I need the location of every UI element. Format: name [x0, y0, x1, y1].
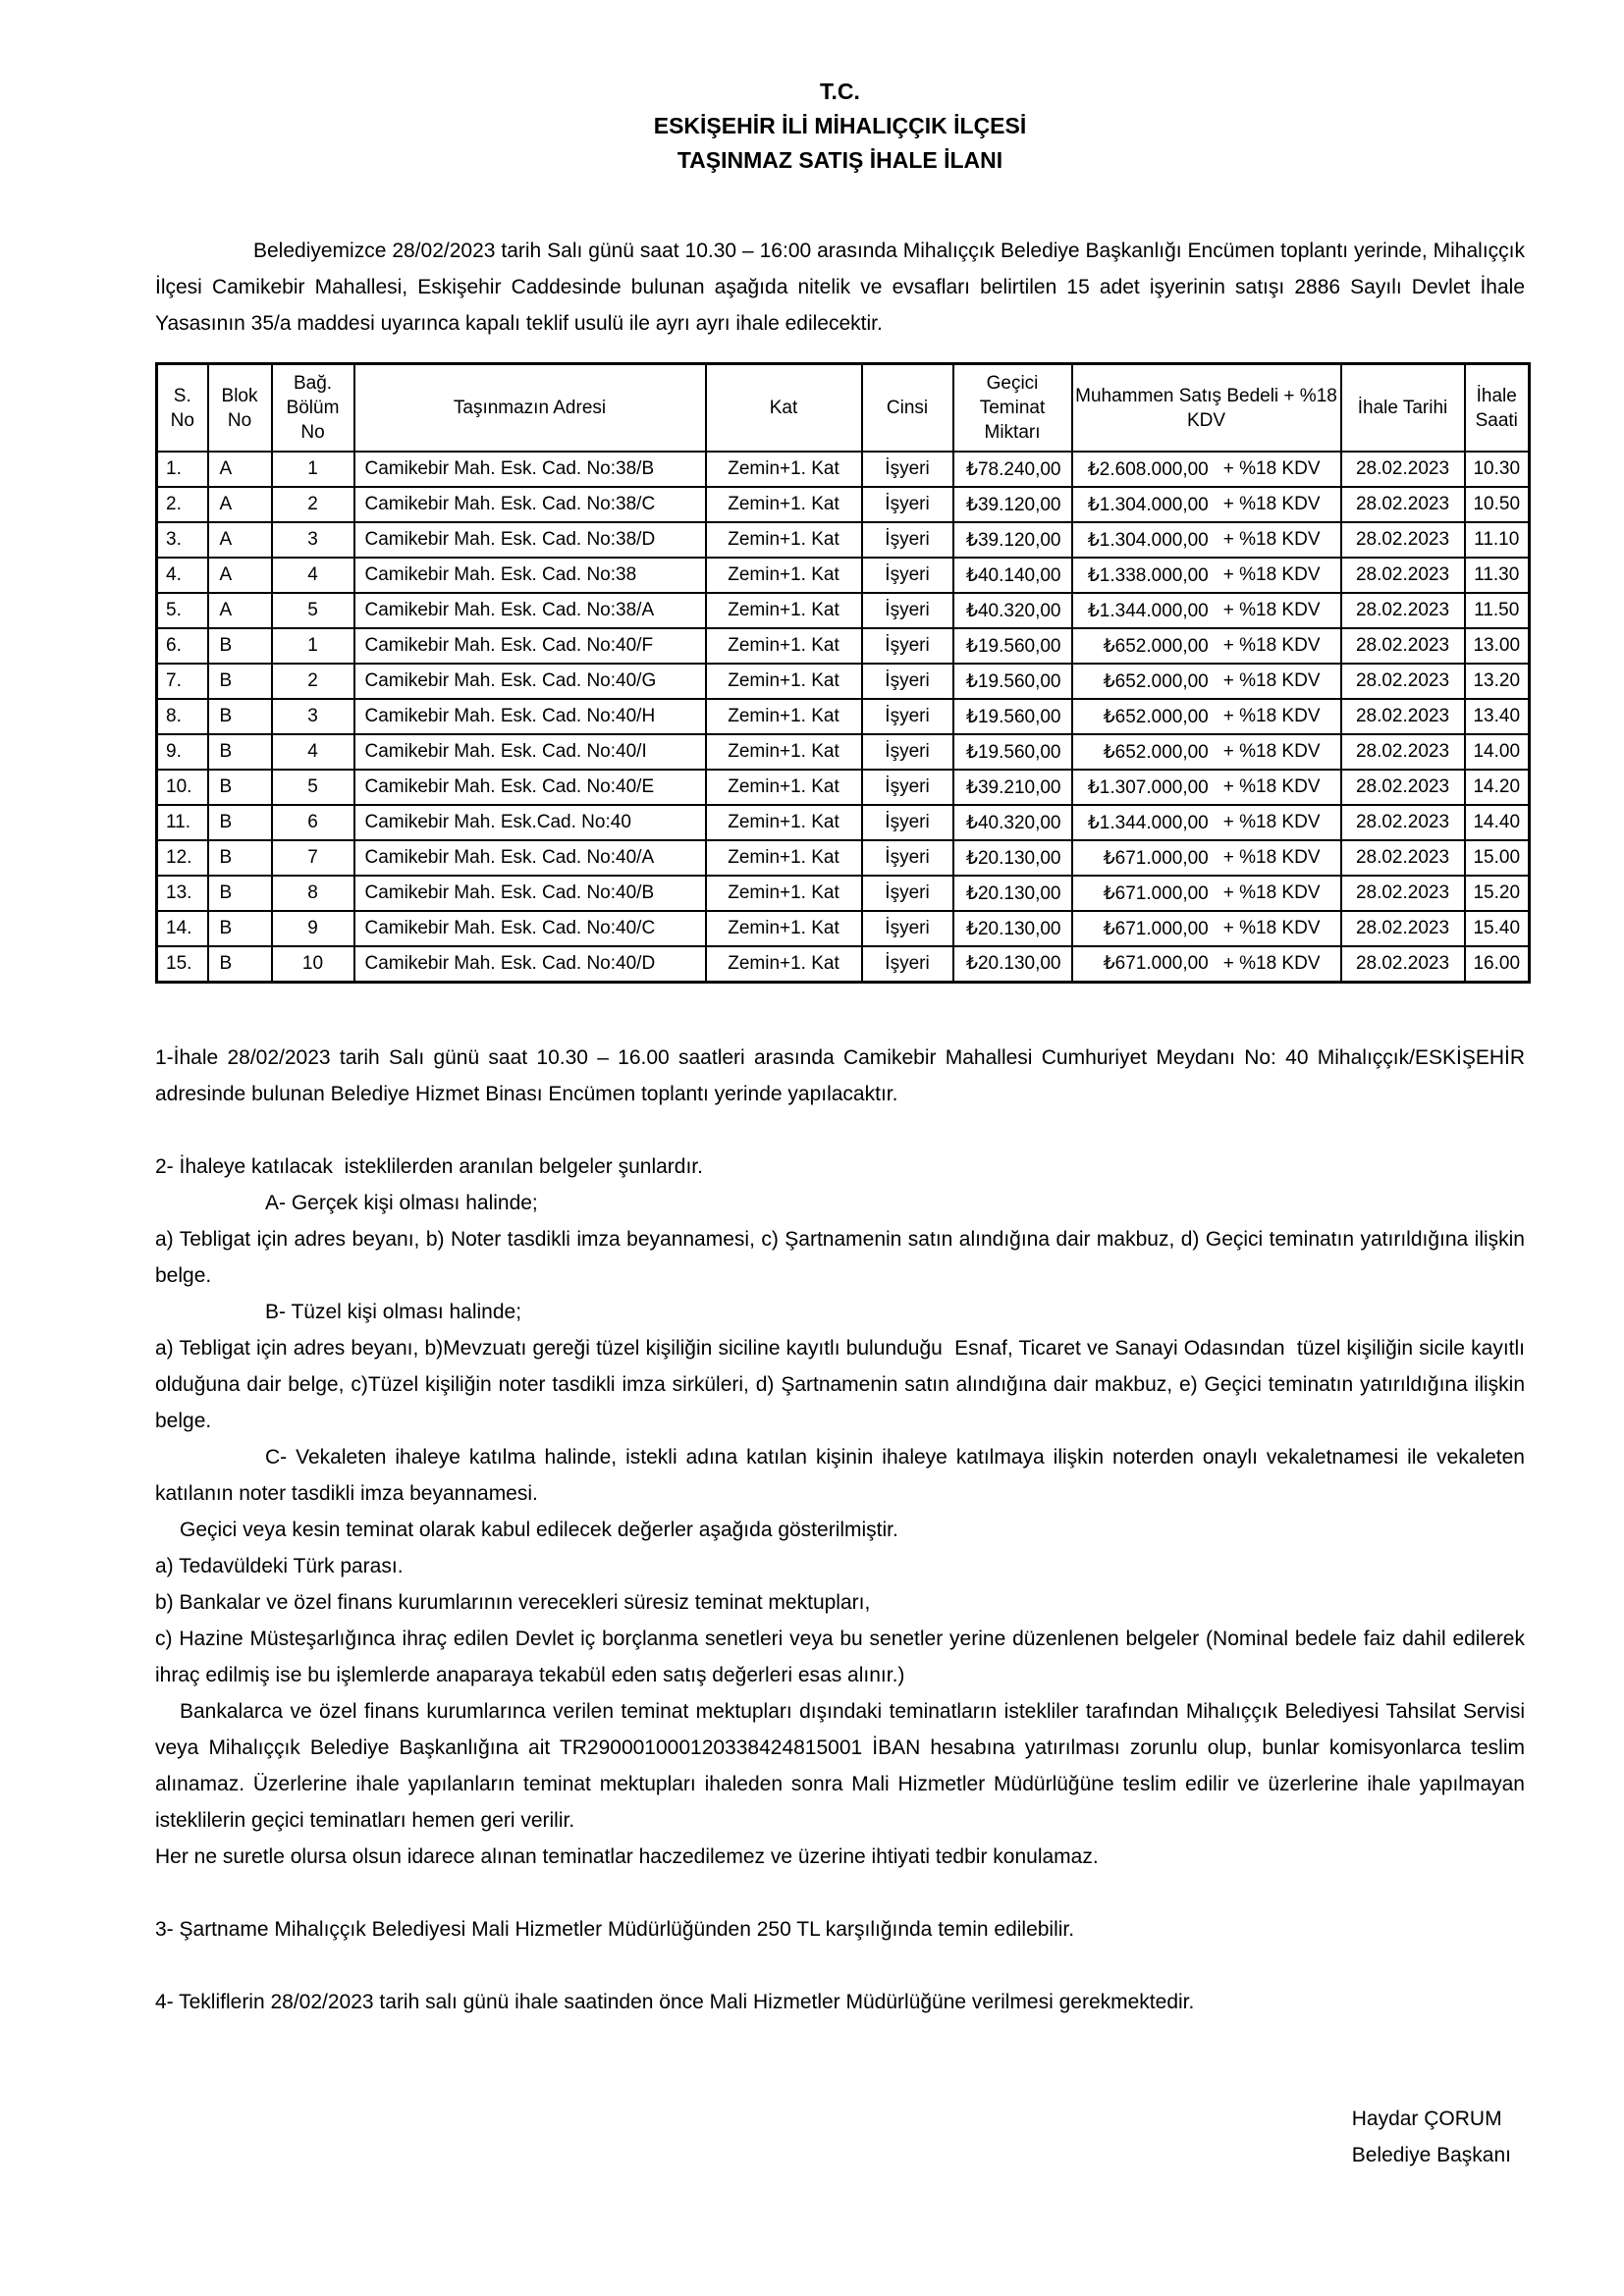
table-cell-bolum: 2 [272, 664, 354, 699]
table-cell-tarih: 28.02.2023 [1341, 558, 1465, 593]
table-cell-kat: Zemin+1. Kat [706, 876, 862, 911]
bedel-kdv-suffix: + %18 KDV [1222, 635, 1321, 656]
table-cell-cinsi: İşyeri [862, 911, 953, 946]
bedel-kdv-suffix: + %18 KDV [1222, 741, 1321, 762]
table-cell-saat: 14.40 [1465, 805, 1530, 840]
table-cell-cinsi: İşyeri [862, 664, 953, 699]
table-cell-bedel [1072, 876, 1341, 911]
table-row [157, 699, 1530, 734]
table-cell-saat: 11.10 [1465, 522, 1530, 558]
table-cell-blok: B [208, 664, 272, 699]
bedel-amount: ₺671.000,00 [1103, 847, 1209, 869]
table-cell-adres: Camikebir Mah. Esk. Cad. No:38/A [354, 593, 706, 628]
signature-name: Haydar ÇORUM [1351, 2107, 1502, 2130]
bedel-kdv-suffix: + %18 KDV [1222, 776, 1321, 797]
bedel-amount: ₺652.000,00 [1103, 706, 1209, 727]
table-cell-teminat: ₺20.130,00 [953, 840, 1072, 876]
table-row [157, 593, 1530, 628]
bedel-kdv-suffix: + %18 KDV [1222, 812, 1321, 832]
table-cell-cinsi: İşyeri [862, 805, 953, 840]
table-cell-saat: 15.40 [1465, 911, 1530, 946]
table-cell-tarih: 28.02.2023 [1341, 628, 1465, 664]
table-cell-bedel [1072, 699, 1341, 734]
table-cell-adres: Camikebir Mah. Esk. Cad. No:40/G [354, 664, 706, 699]
table-cell-adres: Camikebir Mah. Esk. Cad. No:40/A [354, 840, 706, 876]
table-cell-blok: A [208, 593, 272, 628]
body-paragraph: C- Vekaleten ihaleye katılma halinde, istekli adına katılan kişinin ihaleye katılmaya ilişkin noterden onaylı vekaletnamesi ile vekaleten katılanın noter tasdikli imza beyannamesi. [155, 1445, 1531, 1505]
table-cell-bolum: 4 [272, 734, 354, 770]
table-cell-kat: Zemin+1. Kat [706, 699, 862, 734]
intro-paragraph: Belediyemizce 28/02/2023 tarih Salı günü saat 10.30 – 16:00 arasında Mihalıççık Belediye Başkanlığı Encümen toplantı yerinde, Mihalıççık İlçesi Camikebir Mahallesi, Eskişehir Caddesinde bulunan aşağıda nitelik ve evsafları belirtilen 15 adet işyerinin satışı 2886 Sayılı Devlet İhale Yasasının 35/a maddesi uyarınca kapalı teklif usulü ile ayrı ayrı ihale edilecektir. [155, 240, 1531, 335]
table-cell-tarih: 28.02.2023 [1341, 805, 1465, 840]
body-paragraph: B- Tüzel kişi olması halinde; [265, 1300, 522, 1323]
table-cell-tarih: 28.02.2023 [1341, 946, 1465, 982]
table-cell-adres: Camikebir Mah. Esk. Cad. No:38/D [354, 522, 706, 558]
table-cell-blok: B [208, 734, 272, 770]
table-row [157, 770, 1530, 805]
table-cell-adres: Camikebir Mah. Esk. Cad. No:40/C [354, 911, 706, 946]
table-cell-bedel [1072, 840, 1341, 876]
table-cell-teminat: ₺78.240,00 [953, 452, 1072, 487]
bedel-amount: ₺2.608.000,00 [1087, 458, 1209, 480]
table-cell-s-no: 9. [157, 734, 208, 770]
body-text [155, 1040, 1531, 2020]
table-cell-bedel [1072, 946, 1341, 982]
header-adres: Taşınmazın Adresi [354, 364, 706, 453]
table-cell-saat: 10.30 [1465, 452, 1530, 487]
table-cell-adres: Camikebir Mah. Esk. Cad. No:38/B [354, 452, 706, 487]
bedel-kdv-suffix: + %18 KDV [1222, 952, 1321, 974]
table-cell-teminat: ₺39.120,00 [953, 522, 1072, 558]
bedel-amount: ₺671.000,00 [1103, 882, 1209, 904]
table-row [157, 628, 1530, 664]
table-cell-teminat: ₺20.130,00 [953, 876, 1072, 911]
table-cell-saat: 16.00 [1465, 946, 1530, 982]
table-cell-kat: Zemin+1. Kat [706, 487, 862, 522]
bedel-kdv-suffix: + %18 KDV [1222, 600, 1321, 620]
body-paragraph: 2- İhaleye katılacak isteklilerden aranılan belgeler şunlardır. [155, 1154, 703, 1178]
table-cell-saat: 13.00 [1465, 628, 1530, 664]
bedel-kdv-suffix: + %18 KDV [1222, 706, 1321, 726]
header-kat: Kat [706, 364, 862, 453]
table-cell-teminat: ₺20.130,00 [953, 946, 1072, 982]
table-cell-teminat: ₺40.140,00 [953, 558, 1072, 593]
table-cell-cinsi: İşyeri [862, 946, 953, 982]
table-cell-bolum: 10 [272, 946, 354, 982]
table-cell-kat: Zemin+1. Kat [706, 452, 862, 487]
bedel-amount: ₺1.307.000,00 [1087, 776, 1209, 798]
table-cell-kat: Zemin+1. Kat [706, 593, 862, 628]
table-row [157, 558, 1530, 593]
table-cell-saat: 11.50 [1465, 593, 1530, 628]
table-cell-saat: 15.00 [1465, 840, 1530, 876]
table-cell-cinsi: İşyeri [862, 840, 953, 876]
table-cell-s-no: 14. [157, 911, 208, 946]
table-cell-bedel [1072, 770, 1341, 805]
table-cell-blok: B [208, 699, 272, 734]
table-row [157, 734, 1530, 770]
table-cell-blok: A [208, 487, 272, 522]
table-cell-bedel [1072, 805, 1341, 840]
bedel-kdv-suffix: + %18 KDV [1222, 882, 1321, 903]
table-cell-bedel [1072, 664, 1341, 699]
table-cell-teminat: ₺19.560,00 [953, 734, 1072, 770]
table-row [157, 522, 1530, 558]
table-cell-cinsi: İşyeri [862, 876, 953, 911]
table-cell-kat: Zemin+1. Kat [706, 522, 862, 558]
table-cell-bolum: 5 [272, 593, 354, 628]
table-cell-bolum: 7 [272, 840, 354, 876]
body-paragraph: Her ne suretle olursa olsun idarece alınan teminatlar haczedilemez ve üzerine ihtiyati tedbir konulamaz. [155, 1844, 1099, 1868]
table-cell-bedel [1072, 593, 1341, 628]
body-paragraph: 4- Tekliflerin 28/02/2023 tarih salı günü ihale saatinden önce Mali Hizmetler Müdürlüğüne verilmesi gerekmektedir. [155, 1990, 1195, 2013]
table-cell-tarih: 28.02.2023 [1341, 664, 1465, 699]
body-paragraph: 1-İhale 28/02/2023 tarih Salı günü saat 10.30 – 16.00 saatleri arasında Camikebir Mahallesi Cumhuriyet Meydanı No: 40 Mihalıççık/ESKİŞEHİR adresinde bulunan Belediye Hizmet Binası Encümen toplantı yerinde yapılacaktır. [155, 1045, 1531, 1105]
table-cell-tarih: 28.02.2023 [1341, 840, 1465, 876]
table-cell-saat: 10.50 [1465, 487, 1530, 522]
table-cell-adres: Camikebir Mah. Esk. Cad. No:38 [354, 558, 706, 593]
body-paragraph: a) Tebligat için adres beyanı, b)Mevzuatı gereği tüzel kişiliğin siciline kayıtlı bulunduğu Esnaf, Ticaret ve Sanayi Odasından tüzel kişiliğin sicile kayıtlı olduğuna dair belge, c)Tüzel kişiliğin noter tasdikli imza sirküleri, d) Şartnamenin satın alındığına dair makbuz, e) Geçici teminatın yatırıldığına ilişkin belge. [155, 1336, 1531, 1432]
table-cell-s-no: 6. [157, 628, 208, 664]
table-cell-kat: Zemin+1. Kat [706, 558, 862, 593]
table-cell-tarih: 28.02.2023 [1341, 734, 1465, 770]
bedel-amount: ₺1.344.000,00 [1087, 812, 1209, 833]
table-row [157, 805, 1530, 840]
table-cell-bedel [1072, 558, 1341, 593]
table-cell-teminat: ₺19.560,00 [953, 699, 1072, 734]
table-cell-kat: Zemin+1. Kat [706, 734, 862, 770]
table-cell-adres: Camikebir Mah. Esk. Cad. No:38/C [354, 487, 706, 522]
table-row [157, 452, 1530, 487]
table-cell-teminat: ₺19.560,00 [953, 664, 1072, 699]
table-cell-teminat: ₺40.320,00 [953, 805, 1072, 840]
body-paragraph: a) Tebligat için adres beyanı, b) Noter tasdikli imza beyannamesi, c) Şartnamenin satın alındığına dair makbuz, d) Geçici teminatın yatırıldığına ilişkin belge. [155, 1227, 1531, 1287]
table-cell-bolum: 2 [272, 487, 354, 522]
table-cell-teminat: ₺20.130,00 [953, 911, 1072, 946]
table-cell-blok: B [208, 876, 272, 911]
bedel-amount: ₺671.000,00 [1103, 953, 1209, 975]
table-cell-kat: Zemin+1. Kat [706, 664, 862, 699]
title-line-tc: T.C. [820, 79, 860, 104]
bedel-amount: ₺652.000,00 [1103, 635, 1209, 657]
table-cell-cinsi: İşyeri [862, 558, 953, 593]
table-cell-bedel [1072, 734, 1341, 770]
table-cell-blok: A [208, 452, 272, 487]
table-cell-adres: Camikebir Mah. Esk.Cad. No:40 [354, 805, 706, 840]
title-line-city: ESKİŞEHİR İLİ MİHALIÇÇIK İLÇESİ [653, 113, 1027, 138]
table-cell-teminat: ₺39.120,00 [953, 487, 1072, 522]
table-cell-tarih: 28.02.2023 [1341, 522, 1465, 558]
auction-table [155, 362, 1531, 984]
bedel-kdv-suffix: + %18 KDV [1222, 670, 1321, 691]
header-cinsi: Cinsi [862, 364, 953, 453]
table-cell-blok: B [208, 946, 272, 982]
table-header-row [157, 364, 1530, 453]
bedel-amount: ₺671.000,00 [1103, 918, 1209, 939]
table-cell-bolum: 4 [272, 558, 354, 593]
table-cell-cinsi: İşyeri [862, 628, 953, 664]
table-cell-bolum: 3 [272, 522, 354, 558]
body-paragraph: a) Tedavüldeki Türk parası. [155, 1554, 404, 1577]
table-cell-bedel [1072, 911, 1341, 946]
bedel-amount: ₺1.304.000,00 [1087, 494, 1209, 515]
table-cell-saat: 14.20 [1465, 770, 1530, 805]
table-cell-s-no: 1. [157, 452, 208, 487]
table-cell-tarih: 28.02.2023 [1341, 452, 1465, 487]
table-row [157, 664, 1530, 699]
table-cell-kat: Zemin+1. Kat [706, 946, 862, 982]
table-cell-blok: A [208, 522, 272, 558]
table-cell-s-no: 4. [157, 558, 208, 593]
table-cell-bolum: 3 [272, 699, 354, 734]
table-cell-saat: 11.30 [1465, 558, 1530, 593]
table-cell-cinsi: İşyeri [862, 522, 953, 558]
table-cell-tarih: 28.02.2023 [1341, 699, 1465, 734]
table-cell-cinsi: İşyeri [862, 593, 953, 628]
table-cell-adres: Camikebir Mah. Esk. Cad. No:40/H [354, 699, 706, 734]
title-line-subject: TAŞINMAZ SATIŞ İHALE İLANI [677, 147, 1003, 173]
table-cell-s-no: 12. [157, 840, 208, 876]
bedel-kdv-suffix: + %18 KDV [1222, 494, 1321, 514]
bedel-kdv-suffix: + %18 KDV [1222, 458, 1321, 479]
table-cell-s-no: 13. [157, 876, 208, 911]
table-cell-adres: Camikebir Mah. Esk. Cad. No:40/E [354, 770, 706, 805]
bedel-amount: ₺1.338.000,00 [1087, 564, 1209, 586]
table-cell-kat: Zemin+1. Kat [706, 805, 862, 840]
table-cell-blok: B [208, 911, 272, 946]
table-cell-bolum: 5 [272, 770, 354, 805]
table-cell-cinsi: İşyeri [862, 487, 953, 522]
header-s-no: S. No [157, 364, 208, 453]
table-cell-teminat: ₺39.210,00 [953, 770, 1072, 805]
table-cell-cinsi: İşyeri [862, 452, 953, 487]
table-cell-kat: Zemin+1. Kat [706, 911, 862, 946]
table-row [157, 911, 1530, 946]
document-title [155, 75, 1525, 178]
header-tarih: İhale Tarihi [1341, 364, 1465, 453]
table-cell-tarih: 28.02.2023 [1341, 876, 1465, 911]
table-body [157, 452, 1530, 982]
table-cell-kat: Zemin+1. Kat [706, 840, 862, 876]
table-cell-bolum: 1 [272, 628, 354, 664]
body-paragraph: Geçici veya kesin teminat olarak kabul edilecek değerler aşağıda gösterilmiştir. [180, 1518, 898, 1541]
table-cell-kat: Zemin+1. Kat [706, 628, 862, 664]
bedel-kdv-suffix: + %18 KDV [1222, 564, 1321, 585]
header-blok-no: Blok No [208, 364, 272, 453]
table-cell-bedel [1072, 487, 1341, 522]
table-cell-teminat: ₺19.560,00 [953, 628, 1072, 664]
bedel-amount: ₺1.304.000,00 [1087, 529, 1209, 551]
table-cell-blok: B [208, 805, 272, 840]
table-cell-bolum: 8 [272, 876, 354, 911]
table-cell-s-no: 5. [157, 593, 208, 628]
table-cell-adres: Camikebir Mah. Esk. Cad. No:40/F [354, 628, 706, 664]
bedel-amount: ₺652.000,00 [1103, 741, 1209, 763]
body-paragraph: c) Hazine Müsteşarlığınca ihraç edilen Devlet iç borçlanma senetleri veya bu senetler yerine düzenlenen belgeler (Nominal bedele faiz dahil edilerek ihraç edilmiş ise bu işlemlerde anaparaya tekabül eden satış değerleri esas alınır.) [155, 1627, 1531, 1686]
table-cell-bedel [1072, 452, 1341, 487]
body-paragraph: A- Gerçek kişi olması halinde; [265, 1191, 538, 1214]
table-cell-tarih: 28.02.2023 [1341, 487, 1465, 522]
signature-block [1352, 2101, 1511, 2173]
table-cell-kat: Zemin+1. Kat [706, 770, 862, 805]
signature-role: Belediye Başkanı [1351, 2143, 1511, 2166]
table-cell-tarih: 28.02.2023 [1341, 770, 1465, 805]
table-cell-blok: B [208, 770, 272, 805]
table-cell-cinsi: İşyeri [862, 770, 953, 805]
table-cell-adres: Camikebir Mah. Esk. Cad. No:40/D [354, 946, 706, 982]
table-cell-adres: Camikebir Mah. Esk. Cad. No:40/I [354, 734, 706, 770]
header-teminat: Geçici Teminat Miktarı [953, 364, 1072, 453]
table-row [157, 876, 1530, 911]
table-cell-teminat: ₺40.320,00 [953, 593, 1072, 628]
table-cell-cinsi: İşyeri [862, 734, 953, 770]
header-bolum-no: Bağ. Bölüm No [272, 364, 354, 453]
header-bedel: Muhammen Satış Bedeli + %18 KDV [1072, 364, 1341, 453]
table-cell-bolum: 9 [272, 911, 354, 946]
table-cell-saat: 14.00 [1465, 734, 1530, 770]
table-cell-blok: A [208, 558, 272, 593]
table-row [157, 487, 1530, 522]
table-cell-s-no: 7. [157, 664, 208, 699]
header-saat: İhale Saati [1465, 364, 1530, 453]
table-cell-s-no: 8. [157, 699, 208, 734]
table-cell-bedel [1072, 628, 1341, 664]
body-paragraph: Bankalarca ve özel finans kurumlarınca verilen teminat mektupları dışındaki teminatların istekliler tarafından Mihalıççık Belediyesi Tahsilat Servisi veya Mihalıççık Belediye Başkanlığına ait TR290001000120338424815001 İBAN hesabına yatırılması zorunlu olup, bunlar komisyonlarca teslim alınamaz. Üzerlerine ihale yapılanların teminat mektupları ihaleden sonra Mali Hizmetler Müdürlüğüne teslim edilir ve üzerlerine ihale yapılmayan isteklilerin geçici teminatları hemen geri verilir. [155, 1699, 1531, 1832]
table-cell-bolum: 6 [272, 805, 354, 840]
table-cell-s-no: 3. [157, 522, 208, 558]
bedel-kdv-suffix: + %18 KDV [1222, 847, 1321, 868]
bedel-amount: ₺1.344.000,00 [1087, 600, 1209, 621]
table-cell-blok: B [208, 840, 272, 876]
body-paragraph: 3- Şartname Mihalıççık Belediyesi Mali Hizmetler Müdürlüğünden 250 TL karşılığında temin edilebilir. [155, 1917, 1075, 1941]
body-paragraph: b) Bankalar ve özel finans kurumlarının verecekleri süresiz teminat mektupları, [155, 1590, 871, 1614]
table-cell-cinsi: İşyeri [862, 699, 953, 734]
table-cell-bedel [1072, 522, 1341, 558]
table-cell-saat: 13.40 [1465, 699, 1530, 734]
bedel-kdv-suffix: + %18 KDV [1222, 918, 1321, 938]
table-row [157, 946, 1530, 982]
table-row [157, 840, 1530, 876]
table-cell-tarih: 28.02.2023 [1341, 593, 1465, 628]
table-cell-s-no: 11. [157, 805, 208, 840]
table-cell-s-no: 15. [157, 946, 208, 982]
table-cell-saat: 13.20 [1465, 664, 1530, 699]
bedel-amount: ₺652.000,00 [1103, 670, 1209, 692]
table-cell-s-no: 2. [157, 487, 208, 522]
bedel-kdv-suffix: + %18 KDV [1222, 529, 1321, 550]
table-cell-blok: B [208, 628, 272, 664]
table-cell-adres: Camikebir Mah. Esk. Cad. No:40/B [354, 876, 706, 911]
table-cell-s-no: 10. [157, 770, 208, 805]
table-cell-saat: 15.20 [1465, 876, 1530, 911]
table-cell-tarih: 28.02.2023 [1341, 911, 1465, 946]
table-cell-bolum: 1 [272, 452, 354, 487]
